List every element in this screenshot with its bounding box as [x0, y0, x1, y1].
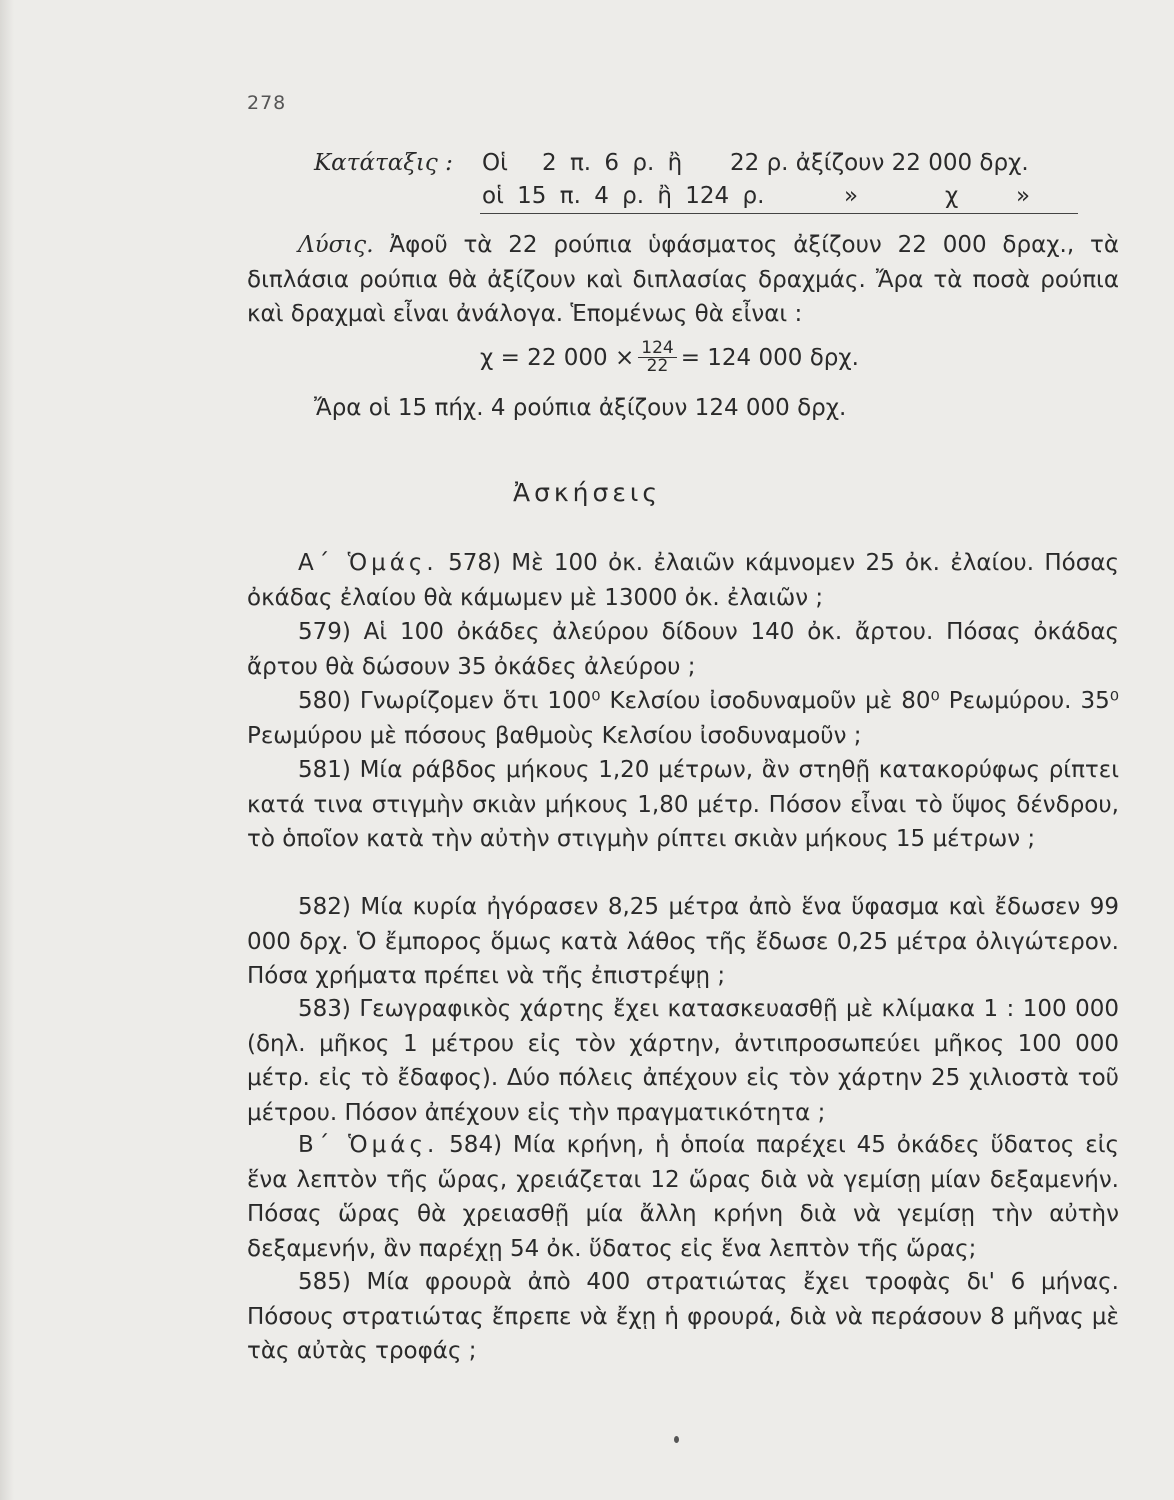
group-b-label: Β΄ Ὁμάς.	[298, 1132, 439, 1158]
exercise-581: 581) Μία ράβδος μήκους 1,20 μέτρων, ἂν στηθῇ κατακορύφως ρίπτει κατά τινα στιγμὴν σκιὰν μήκους 1,80 μέτρ. Πόσον εἶναι τὸ ὕψος δένδρου, τὸ ὁποῖον κατὰ τὴν αὐτὴν στιγμὴν ρίπτει σκιὰν μήκους 15 μέτρων ;	[247, 757, 1119, 852]
equation-fraction	[638, 340, 676, 375]
group-a-label: Α΄ Ὁμάς.	[298, 550, 438, 576]
exercise-579: 579) Αἱ 100 ὀκάδες ἀλεύρου δίδουν 140 ὀκ. ἄρτου. Πόσας ὀκάδας ἄρτου θὰ δώσουν 35 ὀκάδες ἀλεύρου ;	[247, 619, 1119, 680]
solution-paragraph	[247, 228, 1119, 332]
arrangement-label: Κατάταξις :	[314, 150, 453, 176]
page-number: 278	[247, 92, 287, 114]
solution-text: Ἀφοῦ τὰ 22 ρούπια ὑφάσματος ἀξίζουν 22 000 δραχ., τὰ διπλάσια ρούπια θὰ ἀξίζουν καὶ διπλασίας δραχμάς. Ἄρα τὰ ποσὰ ρούπια καὶ δραχμαὶ εἶναι ἀνάλογα. Ἑπομένως θὰ εἶναι :	[247, 232, 1119, 327]
exercise-583: 583) Γεωγραφικὸς χάρτης ἔχει κατασκευασθῇ μὲ κλίμακα 1 : 100 000 (δηλ. μῆκος 1 μέτρου εἰς τὸν χάρτην, ἀντιπροσωπεύει μῆκος 100 000 μέτρ. εἰς τὸ ἔδαφος). Δύο πόλεις ἀπέχουν εἰς τὸν χάρτην 25 χιλιοστὰ τοῦ μέτρου. Πόσον ἀπέχουν εἰς τὴν πραγματικότητα ;	[247, 996, 1119, 1126]
arrangement-divider	[480, 213, 1078, 214]
arrangement-row2-col1: οἱ 15 π. 4 ρ. ἢ 124 ρ.	[482, 183, 765, 209]
arrangement-row1-col1: Οἱ	[482, 150, 508, 176]
exercise-585: 585) Μία φρουρὰ ἀπὸ 400 στρατιώτας ἔχει τροφὰς δι' 6 μήνας. Πόσους στρατιώτας ἔπρεπε νὰ ἔχῃ ἡ φρουρά, διὰ νὰ περάσουν 8 μῆνας μὲ τὰς αὐτὰς τροφάς ;	[247, 1269, 1119, 1364]
solution-label: Λύσις.	[298, 232, 374, 258]
arrangement-row1-col2: 2 π. 6 ρ. ἢ	[542, 150, 683, 176]
arrangement-row2-col4: »	[1016, 183, 1031, 209]
page-binding-shadow	[0, 0, 14, 1500]
page-mark	[674, 1436, 679, 1443]
arrangement-row2-col3: χ	[945, 183, 959, 209]
solution-conclusion: Ἄρα οἱ 15 πήχ. 4 ρούπια ἀξίζουν 124 000 δρχ.	[314, 395, 847, 421]
arrangement-row2-col2: »	[844, 183, 859, 209]
equation-lhs: χ = 22 000 ×	[480, 344, 635, 371]
arrangement-row1-col3: 22 ρ. ἀξίζουν 22 000 δρχ.	[730, 150, 1029, 176]
exercise-580: 580) Γνωρίζομεν ὅτι 100⁰ Κελσίου ἰσοδυναμοῦν μὲ 80⁰ Ρεωμύρου. 35⁰ Ρεωμύρου μὲ πόσους βαθμοὺς Κελσίου ἰσοδυναμοῦν ;	[247, 688, 1119, 749]
equation-denominator: 22	[646, 356, 669, 376]
solution-equation	[480, 340, 859, 375]
exercise-578: Α΄ Ὁμάς. 578) Μὲ 100 ὀκ. ἐλαιῶν κάμνομεν 25 ὀκ. ἐλαίου. Πόσας ὀκάδας ἐλαίου θὰ κάμωμεν μὲ 13000 ὀκ. ἐλαιῶν ;	[247, 550, 1119, 611]
exercise-582: 582) Μία κυρία ἠγόρασεν 8,25 μέτρα ἀπὸ ἕνα ὕφασμα καὶ ἔδωσεν 99 000 δρχ. Ὁ ἔμπορος ὅμως κατὰ λάθος τῆς ἔδωσε 0,25 μέτρα ὀλιγώτερον. Πόσα χρήματα πρέπει νὰ τῆς ἐπιστρέψῃ ;	[247, 894, 1119, 989]
equation-rhs: = 124 000 δρχ.	[680, 344, 859, 371]
exercise-584: Β΄ Ὁμάς. 584) Μία κρήνη, ἡ ὁποία παρέχει 45 ὀκάδες ὕδατος εἰς ἕνα λεπτὸν τῆς ὥρας, χρειάζεται 12 ὥρας διὰ νὰ γεμίσῃ μίαν δεξαμενήν. Πόσας ὥρας θὰ χρειασθῇ μία ἄλλη κρήνη διὰ νὰ γεμίσῃ τὴν αὐτὴν δεξαμενήν, ἂν παρέχῃ 54 ὀκ. ὕδατος εἰς ἕνα λεπτὸν τῆς ὥρας;	[247, 1132, 1120, 1262]
equation-numerator: 124	[638, 340, 676, 358]
exercises-heading: Ἀσκήσεις	[512, 478, 661, 507]
